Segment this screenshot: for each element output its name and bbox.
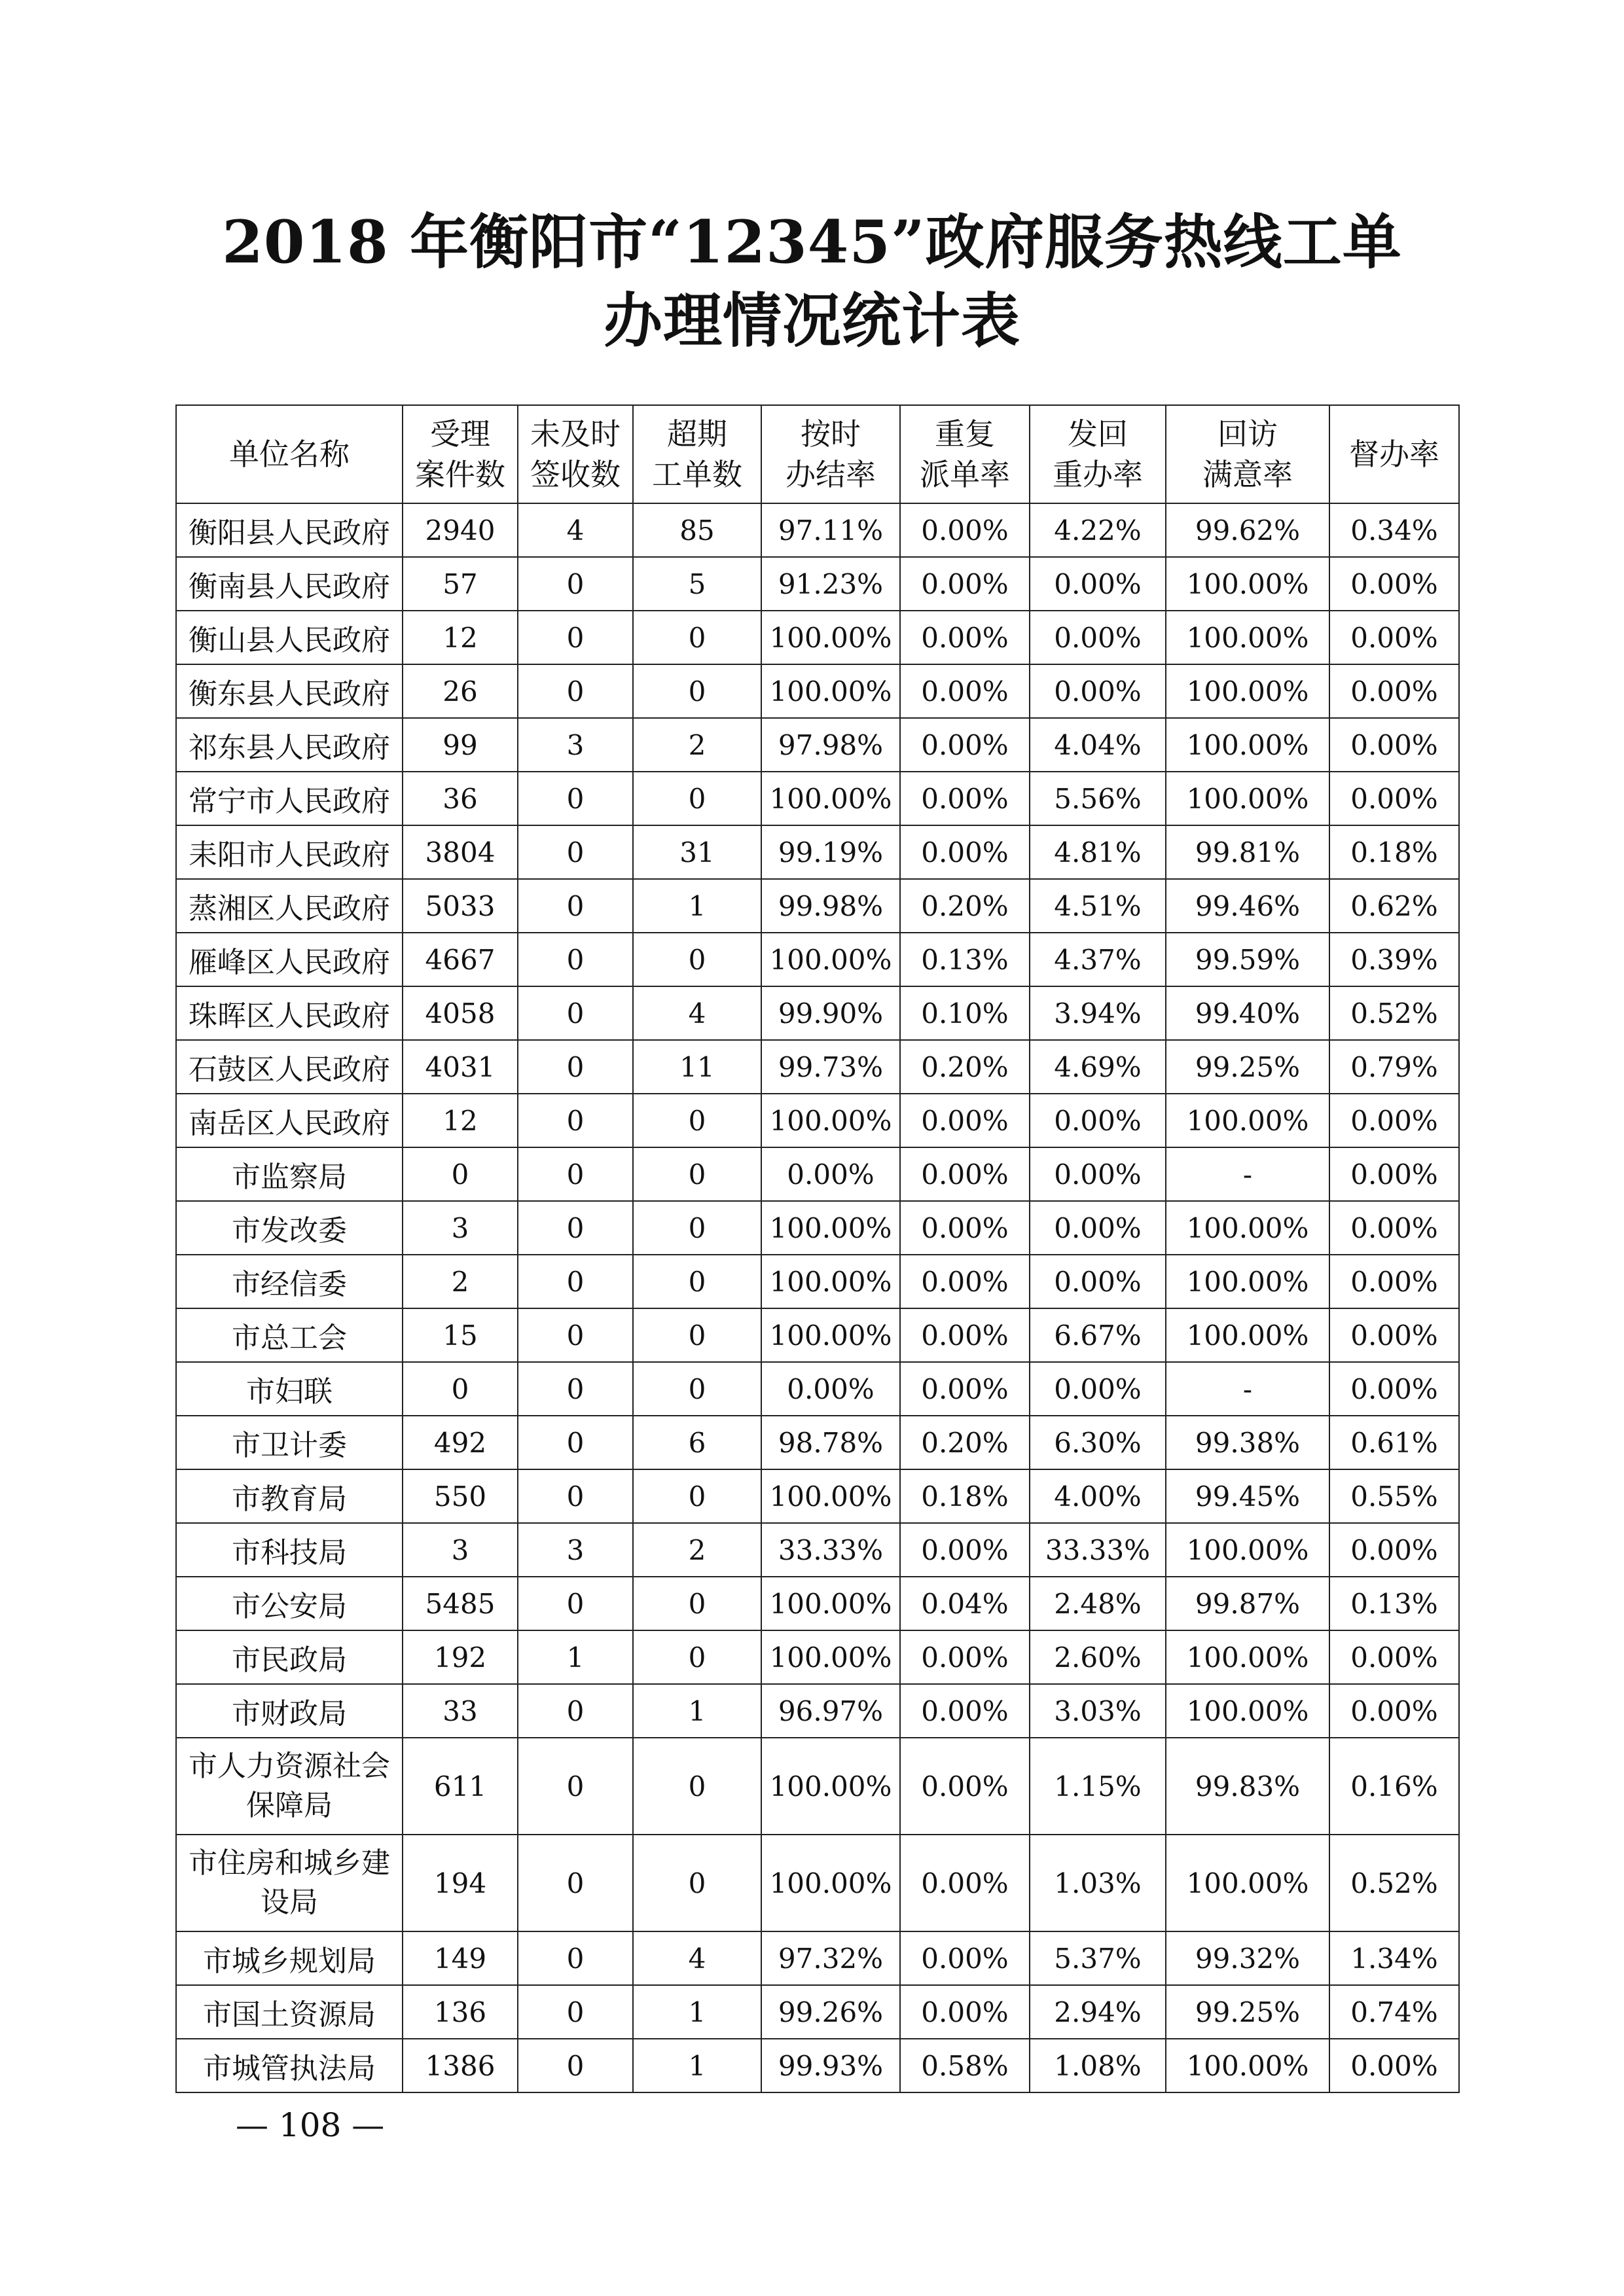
table-cell: 2940	[403, 503, 518, 557]
table-cell: 99.38%	[1166, 1416, 1329, 1469]
table-cell: 2.60%	[1030, 1630, 1166, 1684]
table-cell: 4	[633, 986, 761, 1040]
unit-name-cell: 市城乡规划局	[176, 1931, 403, 1985]
table-cell: 0.52%	[1329, 1835, 1459, 1931]
table-cell: 3804	[403, 825, 518, 879]
unit-name-cell: 市城管执法局	[176, 2039, 403, 2092]
table-row	[176, 1835, 1459, 1931]
unit-name-cell: 市卫计委	[176, 1416, 403, 1469]
table-cell: 100.00%	[761, 1201, 900, 1255]
table-cell: 2.94%	[1030, 1985, 1166, 2039]
page-subtitle: 办理情况统计表	[604, 286, 1020, 355]
table-cell: 33.33%	[1030, 1523, 1166, 1577]
table-cell: 99.62%	[1166, 503, 1329, 557]
table-cell: 0.00%	[900, 1931, 1030, 1985]
table-cell: 611	[403, 1738, 518, 1835]
table-cell: 0	[633, 1255, 761, 1308]
table-cell: 0.00%	[1030, 1255, 1166, 1308]
table-cell: 492	[403, 1416, 518, 1469]
table-cell: 0.16%	[1329, 1738, 1459, 1835]
table-cell: 3	[403, 1201, 518, 1255]
table-cell: 2	[633, 718, 761, 772]
table-cell: 0	[633, 1577, 761, 1630]
table-cell: 0.00%	[1329, 664, 1459, 718]
table-cell: 0.00%	[900, 664, 1030, 718]
table-cell: 0	[518, 1577, 633, 1630]
table-cell: 0.13%	[900, 933, 1030, 986]
table-cell: 0.00%	[900, 718, 1030, 772]
table-cell: 100.00%	[761, 1577, 900, 1630]
table-cell: 0.62%	[1329, 879, 1459, 933]
table-cell: 3.03%	[1030, 1684, 1166, 1738]
table-cell: 0	[518, 1985, 633, 2039]
table-cell: 1.34%	[1329, 1931, 1459, 1985]
unit-name-cell: 市住房和城乡建 设局	[176, 1835, 403, 1931]
table-cell: 2	[403, 1255, 518, 1308]
table-cell: 99.19%	[761, 825, 900, 879]
table-cell: 0.20%	[900, 1416, 1030, 1469]
table-cell: 99.25%	[1166, 1040, 1329, 1094]
table-cell: 0.00%	[900, 1201, 1030, 1255]
table-row	[176, 718, 1459, 772]
table-row	[176, 1040, 1459, 1094]
unit-name-cell: 石鼓区人民政府	[176, 1040, 403, 1094]
table-cell: 0	[518, 879, 633, 933]
table-cell: 4.04%	[1030, 718, 1166, 772]
table-cell: 99.93%	[761, 2039, 900, 2092]
table-cell: 0.00%	[761, 1147, 900, 1201]
column-header: 单位名称	[176, 405, 403, 503]
unit-name-cell: 南岳区人民政府	[176, 1094, 403, 1147]
table-cell: 4667	[403, 933, 518, 986]
unit-name-cell: 常宁市人民政府	[176, 772, 403, 825]
table-cell: 99.73%	[761, 1040, 900, 1094]
table-cell: 0.74%	[1329, 1985, 1459, 2039]
column-header: 督办率	[1329, 405, 1459, 503]
column-header: 按时 办结率	[761, 405, 900, 503]
table-cell: 149	[403, 1931, 518, 1985]
table-cell: 1.03%	[1030, 1835, 1166, 1931]
table-cell: 6.67%	[1030, 1308, 1166, 1362]
table-cell: 100.00%	[1166, 772, 1329, 825]
table-cell: 0	[633, 1630, 761, 1684]
table-cell: 5.56%	[1030, 772, 1166, 825]
table-cell: 0	[518, 986, 633, 1040]
table-row	[176, 1738, 1459, 1835]
unit-name-cell: 耒阳市人民政府	[176, 825, 403, 879]
table-cell: 26	[403, 664, 518, 718]
table-cell: 4.00%	[1030, 1469, 1166, 1523]
table-cell: 99.40%	[1166, 986, 1329, 1040]
table-row	[176, 1308, 1459, 1362]
table-cell: 0	[633, 1469, 761, 1523]
table-cell: 3	[518, 1523, 633, 1577]
table-row	[176, 933, 1459, 986]
table-cell: 99.87%	[1166, 1577, 1329, 1630]
table-cell: 0.00%	[900, 1684, 1030, 1738]
table-cell: 0.00%	[1030, 557, 1166, 611]
table-cell: 0.00%	[900, 1738, 1030, 1835]
table-cell: 0.00%	[900, 1362, 1030, 1416]
table-cell: 0.00%	[1329, 1684, 1459, 1738]
table-cell: 0.20%	[900, 879, 1030, 933]
table-cell: 96.97%	[761, 1684, 900, 1738]
table-row	[176, 1577, 1459, 1630]
table-cell: 100.00%	[761, 772, 900, 825]
table-cell: 0.00%	[900, 1308, 1030, 1362]
table-cell: 5.37%	[1030, 1931, 1166, 1985]
unit-name-cell: 衡山县人民政府	[176, 611, 403, 664]
table-cell: 0.00%	[1329, 557, 1459, 611]
table-cell: 0	[633, 772, 761, 825]
table-cell: 192	[403, 1630, 518, 1684]
table-cell: 0	[633, 1094, 761, 1147]
table-cell: 1	[633, 879, 761, 933]
table-row	[176, 825, 1459, 879]
table-cell: 100.00%	[1166, 664, 1329, 718]
table-cell: 0	[518, 611, 633, 664]
table-cell: 4031	[403, 1040, 518, 1094]
table-cell: 0	[633, 933, 761, 986]
table-cell: 4.81%	[1030, 825, 1166, 879]
table-cell: 99.98%	[761, 879, 900, 933]
table-cell: -	[1166, 1362, 1329, 1416]
table-cell: 99.83%	[1166, 1738, 1329, 1835]
table-cell: 91.23%	[761, 557, 900, 611]
table-cell: 0.34%	[1329, 503, 1459, 557]
table-cell: 99.45%	[1166, 1469, 1329, 1523]
table-cell: 6	[633, 1416, 761, 1469]
unit-name-cell: 祁东县人民政府	[176, 718, 403, 772]
table-cell: 0	[518, 1094, 633, 1147]
table-cell: 0.00%	[1329, 1308, 1459, 1362]
table-cell: 33.33%	[761, 1523, 900, 1577]
table-cell: 99.46%	[1166, 879, 1329, 933]
table-cell: 0	[518, 1835, 633, 1931]
table-cell: 97.11%	[761, 503, 900, 557]
table-cell: 0.00%	[1329, 1094, 1459, 1147]
table-cell: 3	[403, 1523, 518, 1577]
table-cell: 0.00%	[1030, 1201, 1166, 1255]
table-cell: 0	[633, 1308, 761, 1362]
table-cell: 0	[518, 772, 633, 825]
table-cell: 0.00%	[900, 1985, 1030, 2039]
table-cell: 36	[403, 772, 518, 825]
column-header: 回访 满意率	[1166, 405, 1329, 503]
table-cell: 0.00%	[1329, 611, 1459, 664]
page-number: — 108 —	[236, 2106, 385, 2144]
table-row	[176, 1201, 1459, 1255]
table-cell: 0.00%	[900, 1094, 1030, 1147]
unit-name-cell: 衡阳县人民政府	[176, 503, 403, 557]
table-cell: 0	[518, 664, 633, 718]
table-row	[176, 557, 1459, 611]
table-cell: 0	[518, 1738, 633, 1835]
table-cell: 550	[403, 1469, 518, 1523]
table-cell: 100.00%	[761, 1738, 900, 1835]
table-cell: 100.00%	[761, 933, 900, 986]
table-cell: 0.00%	[1329, 1523, 1459, 1577]
table-cell: 1	[633, 1684, 761, 1738]
table-cell: 100.00%	[761, 1255, 900, 1308]
table-cell: 100.00%	[761, 1469, 900, 1523]
table-cell: 100.00%	[1166, 1630, 1329, 1684]
table-cell: -	[1166, 1147, 1329, 1201]
table-cell: 0.00%	[1329, 1255, 1459, 1308]
table-cell: 100.00%	[761, 611, 900, 664]
table-body	[176, 503, 1459, 2092]
table-cell: 0.18%	[1329, 825, 1459, 879]
table-cell: 0.00%	[900, 1255, 1030, 1308]
table-cell: 0	[633, 1835, 761, 1931]
table-cell: 4.37%	[1030, 933, 1166, 986]
table-cell: 0.00%	[1329, 1201, 1459, 1255]
table-cell: 0	[518, 2039, 633, 2092]
table-cell: 194	[403, 1835, 518, 1931]
unit-name-cell: 市监察局	[176, 1147, 403, 1201]
unit-name-cell: 市民政局	[176, 1630, 403, 1684]
table-cell: 5033	[403, 879, 518, 933]
table-cell: 97.98%	[761, 718, 900, 772]
table-cell: 100.00%	[1166, 1094, 1329, 1147]
unit-name-cell: 蒸湘区人民政府	[176, 879, 403, 933]
table-cell: 0.55%	[1329, 1469, 1459, 1523]
table-cell: 100.00%	[1166, 1835, 1329, 1931]
table-cell: 0.00%	[1329, 718, 1459, 772]
table-cell: 0	[518, 1201, 633, 1255]
table-cell: 5485	[403, 1577, 518, 1630]
table-cell: 0	[518, 1684, 633, 1738]
table-cell: 2.48%	[1030, 1577, 1166, 1630]
table-row	[176, 1094, 1459, 1147]
unit-name-cell: 市人力资源社会 保障局	[176, 1738, 403, 1835]
table-row	[176, 1362, 1459, 1416]
table-cell: 99.59%	[1166, 933, 1329, 986]
table-cell: 0.10%	[900, 986, 1030, 1040]
table-cell: 0.00%	[1030, 664, 1166, 718]
table-cell: 100.00%	[761, 1308, 900, 1362]
table-cell: 0	[403, 1362, 518, 1416]
table-row	[176, 1255, 1459, 1308]
table-cell: 97.32%	[761, 1931, 900, 1985]
table-row	[176, 1985, 1459, 2039]
column-header: 受理 案件数	[403, 405, 518, 503]
table-cell: 100.00%	[1166, 2039, 1329, 2092]
table-cell: 99.32%	[1166, 1931, 1329, 1985]
table-cell: 12	[403, 611, 518, 664]
table-row	[176, 772, 1459, 825]
table-cell: 2	[633, 1523, 761, 1577]
table-cell: 0.00%	[1329, 1147, 1459, 1201]
unit-name-cell: 衡南县人民政府	[176, 557, 403, 611]
table-cell: 0.79%	[1329, 1040, 1459, 1094]
table-cell: 6.30%	[1030, 1416, 1166, 1469]
table-cell: 100.00%	[1166, 1201, 1329, 1255]
table-cell: 0.00%	[900, 1630, 1030, 1684]
table-cell: 1.15%	[1030, 1738, 1166, 1835]
table-cell: 4	[633, 1931, 761, 1985]
table-cell: 4058	[403, 986, 518, 1040]
table-cell: 1	[633, 1985, 761, 2039]
table-cell: 0	[633, 1362, 761, 1416]
unit-name-cell: 市国土资源局	[176, 1985, 403, 2039]
table-cell: 0	[518, 1362, 633, 1416]
table-cell: 0.00%	[1030, 1147, 1166, 1201]
table-cell: 1386	[403, 2039, 518, 2092]
table-cell: 100.00%	[1166, 1308, 1329, 1362]
table-cell: 99.25%	[1166, 1985, 1329, 2039]
table-cell: 0.39%	[1329, 933, 1459, 986]
table-cell: 3	[518, 718, 633, 772]
table-cell: 1.08%	[1030, 2039, 1166, 2092]
table-cell: 0.00%	[1329, 2039, 1459, 2092]
statistics-table	[175, 404, 1460, 2093]
unit-name-cell: 珠晖区人民政府	[176, 986, 403, 1040]
table-cell: 4	[518, 503, 633, 557]
table-cell: 0	[518, 557, 633, 611]
table-row	[176, 1931, 1459, 1985]
table-cell: 0	[633, 664, 761, 718]
table-cell: 4.69%	[1030, 1040, 1166, 1094]
table-cell: 0.04%	[900, 1577, 1030, 1630]
unit-name-cell: 市财政局	[176, 1684, 403, 1738]
table-cell: 100.00%	[1166, 1684, 1329, 1738]
table-cell: 0.00%	[900, 557, 1030, 611]
unit-name-cell: 衡东县人民政府	[176, 664, 403, 718]
table-cell: 4.51%	[1030, 879, 1166, 933]
page-title: 2018 年衡阳市“12345”政府服务热线工单	[222, 207, 1402, 277]
table-cell: 100.00%	[1166, 1523, 1329, 1577]
table-cell: 0.20%	[900, 1040, 1030, 1094]
table-cell: 0	[518, 933, 633, 986]
table-row	[176, 611, 1459, 664]
table-cell: 0.52%	[1329, 986, 1459, 1040]
table-cell: 0.00%	[1329, 1630, 1459, 1684]
table-cell: 0.00%	[761, 1362, 900, 1416]
unit-name-cell: 市发改委	[176, 1201, 403, 1255]
column-header: 未及时 签收数	[518, 405, 633, 503]
column-header: 超期 工单数	[633, 405, 761, 503]
table-row	[176, 2039, 1459, 2092]
table-cell: 0	[633, 1147, 761, 1201]
table-cell: 100.00%	[761, 1094, 900, 1147]
table-cell: 0	[518, 1416, 633, 1469]
unit-name-cell: 市妇联	[176, 1362, 403, 1416]
table-cell: 0.00%	[1030, 1362, 1166, 1416]
column-header: 重复 派单率	[900, 405, 1030, 503]
table-cell: 99.26%	[761, 1985, 900, 2039]
table-row	[176, 1469, 1459, 1523]
table-row	[176, 1630, 1459, 1684]
unit-name-cell: 市经信委	[176, 1255, 403, 1308]
table-header-row	[176, 405, 1459, 503]
table-row	[176, 1684, 1459, 1738]
table-cell: 98.78%	[761, 1416, 900, 1469]
table-cell: 0.00%	[900, 503, 1030, 557]
table-cell: 0	[518, 1469, 633, 1523]
unit-name-cell: 市公安局	[176, 1577, 403, 1630]
unit-name-cell: 市教育局	[176, 1469, 403, 1523]
table-cell: 0	[518, 1308, 633, 1362]
table-cell: 15	[403, 1308, 518, 1362]
table-row	[176, 879, 1459, 933]
table-cell: 0	[518, 1255, 633, 1308]
table-cell: 0.00%	[900, 825, 1030, 879]
table-cell: 0.00%	[1329, 1362, 1459, 1416]
table-cell: 99.90%	[761, 986, 900, 1040]
table-cell: 1	[633, 2039, 761, 2092]
table-row	[176, 664, 1459, 718]
table-cell: 0.00%	[1329, 772, 1459, 825]
table-cell: 31	[633, 825, 761, 879]
table-cell: 1	[518, 1630, 633, 1684]
table-cell: 0.00%	[900, 1835, 1030, 1931]
table-cell: 0.00%	[900, 1523, 1030, 1577]
table-cell: 57	[403, 557, 518, 611]
unit-name-cell: 雁峰区人民政府	[176, 933, 403, 986]
table-cell: 99	[403, 718, 518, 772]
table-cell: 5	[633, 557, 761, 611]
table-cell: 100.00%	[1166, 718, 1329, 772]
table-cell: 0.00%	[900, 772, 1030, 825]
table-cell: 11	[633, 1040, 761, 1094]
table-cell: 100.00%	[761, 1835, 900, 1931]
table-row	[176, 986, 1459, 1040]
table-cell: 0	[518, 825, 633, 879]
table-cell: 33	[403, 1684, 518, 1738]
table-row	[176, 1523, 1459, 1577]
table-cell: 12	[403, 1094, 518, 1147]
table-cell: 0.61%	[1329, 1416, 1459, 1469]
column-header: 发回 重办率	[1030, 405, 1166, 503]
table-cell: 85	[633, 503, 761, 557]
table-cell: 100.00%	[1166, 1255, 1329, 1308]
table-cell: 100.00%	[761, 1630, 900, 1684]
table-row	[176, 1416, 1459, 1469]
table-cell: 0	[633, 1738, 761, 1835]
table-cell: 100.00%	[1166, 611, 1329, 664]
table-cell: 0.18%	[900, 1469, 1030, 1523]
table-cell: 0.00%	[900, 1147, 1030, 1201]
table-cell: 99.81%	[1166, 825, 1329, 879]
table-cell: 0	[403, 1147, 518, 1201]
table-cell: 0	[518, 1931, 633, 1985]
table-cell: 136	[403, 1985, 518, 2039]
table-cell: 0.13%	[1329, 1577, 1459, 1630]
unit-name-cell: 市总工会	[176, 1308, 403, 1362]
table-cell: 0.58%	[900, 2039, 1030, 2092]
table-row	[176, 1147, 1459, 1201]
table-cell: 0	[518, 1040, 633, 1094]
table-cell: 0	[518, 1147, 633, 1201]
table-cell: 3.94%	[1030, 986, 1166, 1040]
table-cell: 0.00%	[1030, 1094, 1166, 1147]
unit-name-cell: 市科技局	[176, 1523, 403, 1577]
table-cell: 0	[633, 1201, 761, 1255]
table-cell: 0	[633, 611, 761, 664]
table-cell: 100.00%	[1166, 557, 1329, 611]
table-row	[176, 503, 1459, 557]
table-cell: 0.00%	[1030, 611, 1166, 664]
table-cell: 100.00%	[761, 664, 900, 718]
table-cell: 4.22%	[1030, 503, 1166, 557]
table-cell: 0.00%	[900, 611, 1030, 664]
